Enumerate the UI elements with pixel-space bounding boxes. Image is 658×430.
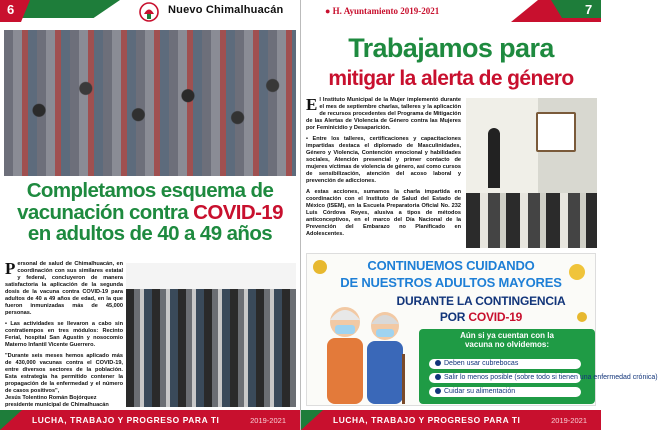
- bullet-icon: [435, 374, 441, 380]
- header-red-band: [0, 0, 30, 22]
- seminar-photo: [466, 98, 597, 248]
- footer-slogan: LUCHA, TRABAJO Y PROGRESO PARA TI: [333, 415, 521, 425]
- poster-line1: CONTINUEMOS CUIDANDO: [367, 258, 535, 273]
- vaccination-module-photo: [126, 263, 296, 407]
- covid-poster: [306, 253, 658, 406]
- right-para1: l Instituto Municipal de la Mujer implementó durante el mes de septiembre charlas, talleres y la aplicación de recursos procedentes del Programa de Mitigación de las Alertas de Violencia de Género contra las Mujeres por Feminicidio y Desaparición.: [306, 97, 461, 131]
- right-para2: • Entre los talleres, certificaciones y capacitaciones impartidas destaca el diplomado de Masculinidades, Género y Violencia, Contención emocional y habilidades sociales, Atención presencial y primer contacto de mujeres víctimas de violencia de género, así como cursos de sensibilización, atención del acoso laboral y prevención de adicciones.: [306, 135, 461, 184]
- poster-line2: DE NUESTROS ADULTOS MAYORES: [340, 275, 562, 290]
- left-headline-line3: en adultos de 40 a 49 años: [27, 222, 273, 246]
- footer-years: 2019-2021: [551, 416, 587, 425]
- signature-name: Jesús Tolentino Román Bojórquez: [5, 394, 97, 401]
- left-headline-covid: COVID-19: [193, 200, 283, 224]
- footer-green-corner: [0, 410, 22, 430]
- advice-heading-line2: vacuna no olvidemos:: [464, 339, 550, 349]
- advice-heading-line1: Aún si ya cuentan con la: [460, 331, 554, 340]
- right-headline-line1: Trabajamos para: [348, 33, 554, 63]
- page-number: 7: [585, 2, 593, 17]
- advice-tip: Cuidar su alimentación: [429, 387, 581, 397]
- vaccination-crowd-photo: [4, 30, 296, 176]
- left-para2: • Las actividades se llevaron a cabo sin contratiempos en tres módulos: Recinto Ferial, hospital San Agustín y nosocomio Materno Infantil Vicente Guerrero.: [5, 320, 123, 348]
- footer-years: 2019-2021: [250, 416, 286, 425]
- advice-heading: [419, 332, 595, 350]
- poster-line3: DURANTE LA CONTINGENCIA: [396, 294, 566, 308]
- left-page: [0, 0, 300, 430]
- elderly-couple-illustration: [315, 294, 415, 406]
- dropcap: E: [306, 95, 318, 114]
- left-headline-line1: Completamos esquema de: [26, 179, 274, 202]
- poster-advice-box: [419, 329, 658, 404]
- left-article-body: [5, 261, 123, 407]
- photo-board: [536, 112, 576, 152]
- left-footer: [0, 410, 300, 430]
- advice-tip: Deben usar cubrebocas: [429, 359, 581, 369]
- right-para3: A estas acciones, sumamos la charla impartida en coordinación con el Instituto de Salud del Estado de México (ISEM), en la Escuela Preparatoria Oficial No. 232 Luis Córdova Reyes, alusiva a tipos de métodos anticonceptivos, en el marco del Día Nacional de la Prevención del Embarazo no Planificado en Adolescentes.: [306, 188, 461, 237]
- newspaper-name: Nuevo Chimalhuacán: [168, 4, 284, 16]
- ayuntamiento-label: ● H. Ayuntamiento 2019-2021: [325, 6, 440, 16]
- footer-green-corner: [301, 410, 323, 430]
- advice-tip: Salir lo menos posible (sobre todo si tienen una enfermedad crónica): [429, 373, 581, 383]
- signature-title: presidente municipal de Chimalhuacán: [5, 401, 109, 408]
- chimalhuacan-logo-icon: [138, 2, 160, 22]
- dropcap: P: [5, 259, 16, 278]
- page-number: 6: [7, 2, 15, 17]
- left-headline-line2a: vacunación contra: [17, 200, 194, 224]
- left-headline: [0, 180, 300, 245]
- photo-audience: [466, 193, 597, 248]
- footer-slogan: LUCHA, TRABAJO Y PROGRESO PARA TI: [32, 415, 220, 425]
- bullet-icon: [435, 388, 441, 394]
- right-footer: [301, 410, 601, 430]
- poster-covid: COVID-19: [468, 310, 523, 324]
- right-article-body: [306, 97, 461, 247]
- bullet-icon: [435, 360, 441, 366]
- poster-line4a: POR: [439, 310, 469, 324]
- photo-speaker: [488, 128, 500, 188]
- left-para3: "Durante seis meses hemos aplicado más de 430,000 vacunas contra el COVID-19, entre diversos sectores de la población. Esta estrategia ha permitido contener la propagación de la enfermedad y el número de casos positivos",: [5, 352, 123, 394]
- left-para1: ersonal de salud de Chimalhuacán, en coordinación con sus similares estatal y federal, concluyeron de manera satisfactoria la aplicación de la segunda dosis de la vacuna contra COVID-19 para adultos de 40 a 49 años de edad, en la que fueron inmunizadas más de 45,000 personas.: [5, 261, 123, 316]
- right-headline-line2: mitigar la alerta de género: [328, 67, 574, 90]
- right-page: [300, 0, 658, 430]
